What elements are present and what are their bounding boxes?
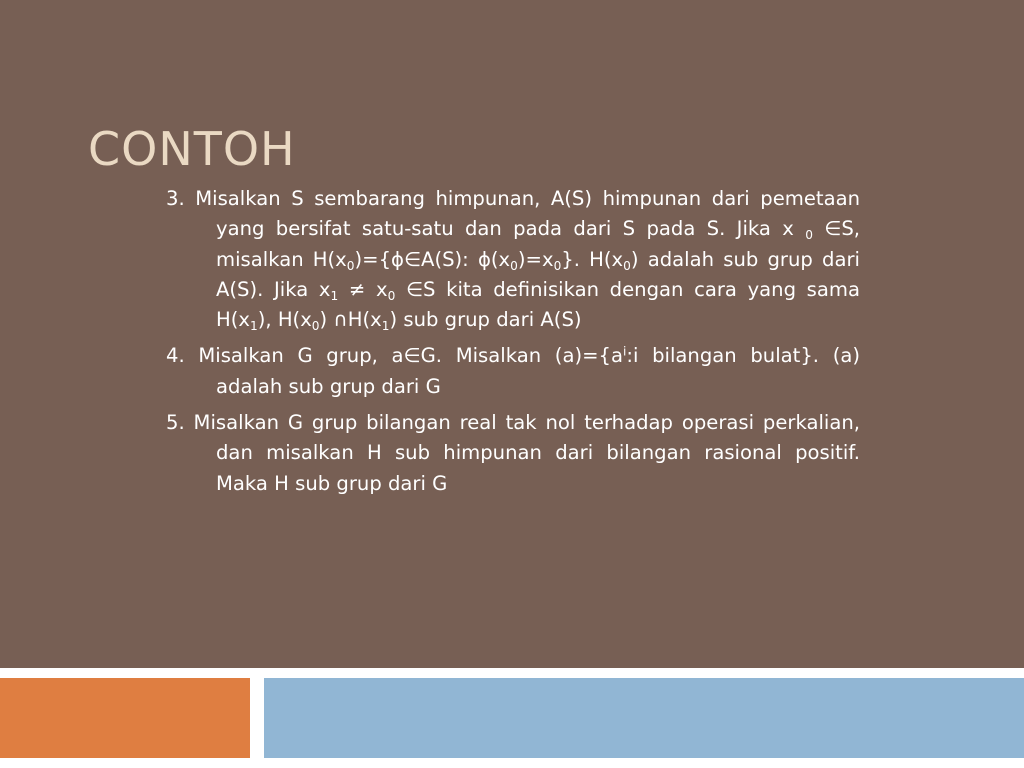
math-symbol: ≠ — [348, 277, 366, 301]
text-run: ) sub grup dari A(S) — [389, 308, 582, 332]
list-item — [166, 408, 860, 499]
slide-body — [166, 184, 860, 505]
subscript: 1 — [249, 319, 258, 334]
text-run: A(S): — [421, 247, 478, 271]
slide-title: CONTOH — [88, 122, 296, 176]
math-symbol: ϕ∈ — [391, 247, 422, 271]
text-run: (x — [490, 247, 511, 271]
list-item — [166, 184, 860, 335]
text-run: 5. Misalkan G grup bilangan real tak nol terhadap operasi perkalian, dan misalkan H sub himpunan dari bilangan rasional positif. Maka H sub grup dari G — [166, 411, 860, 495]
text-run: ) adalah sub grup dari A(S). Jika x — [216, 247, 860, 301]
subscript: 0 — [346, 258, 355, 273]
subscript: 0 — [553, 258, 562, 273]
text-run: 4. Misalkan G grup, a — [166, 344, 404, 368]
math-symbol: ∈ — [403, 344, 421, 368]
text-run: x — [375, 277, 388, 301]
text-run: ∈S, misalkan H(x — [216, 217, 860, 271]
list-item — [166, 341, 860, 402]
text-run: }. H(x — [561, 247, 624, 271]
text-run: )={ — [354, 247, 392, 271]
footer-bar-right — [264, 678, 1024, 758]
math-symbol: ϕ — [477, 247, 491, 271]
text-run: :i bilangan bulat}. (a) adalah sub grup dari G — [216, 344, 860, 398]
text-run: ) — [319, 308, 328, 332]
math-symbol: ∈ — [405, 277, 424, 301]
text-run: )=x — [517, 247, 554, 271]
subscript: 0 — [387, 288, 396, 303]
footer-bar-left — [0, 678, 250, 758]
subscript: 1 — [330, 288, 339, 303]
subscript: 0 — [510, 258, 518, 273]
math-symbol: ∩ — [333, 308, 348, 332]
text-run: H(x — [347, 308, 382, 332]
text-run: ), H(x — [257, 308, 312, 332]
subscript: 0 — [623, 258, 631, 273]
subscript: 1 — [381, 319, 390, 334]
superscript: i — [622, 344, 627, 359]
text-run: 3. Misalkan S sembarang himpunan, A(S) himpunan dari pemetaan yang bersifat satu-satu dan pada dari S pada S. Jika x — [166, 187, 860, 241]
text-run: S kita definisikan dengan cara yang sama H(x — [216, 277, 860, 332]
subscript: 0 — [805, 228, 813, 243]
subscript: 0 — [311, 319, 320, 334]
text-run: G. Misalkan (a)={a — [420, 344, 623, 368]
